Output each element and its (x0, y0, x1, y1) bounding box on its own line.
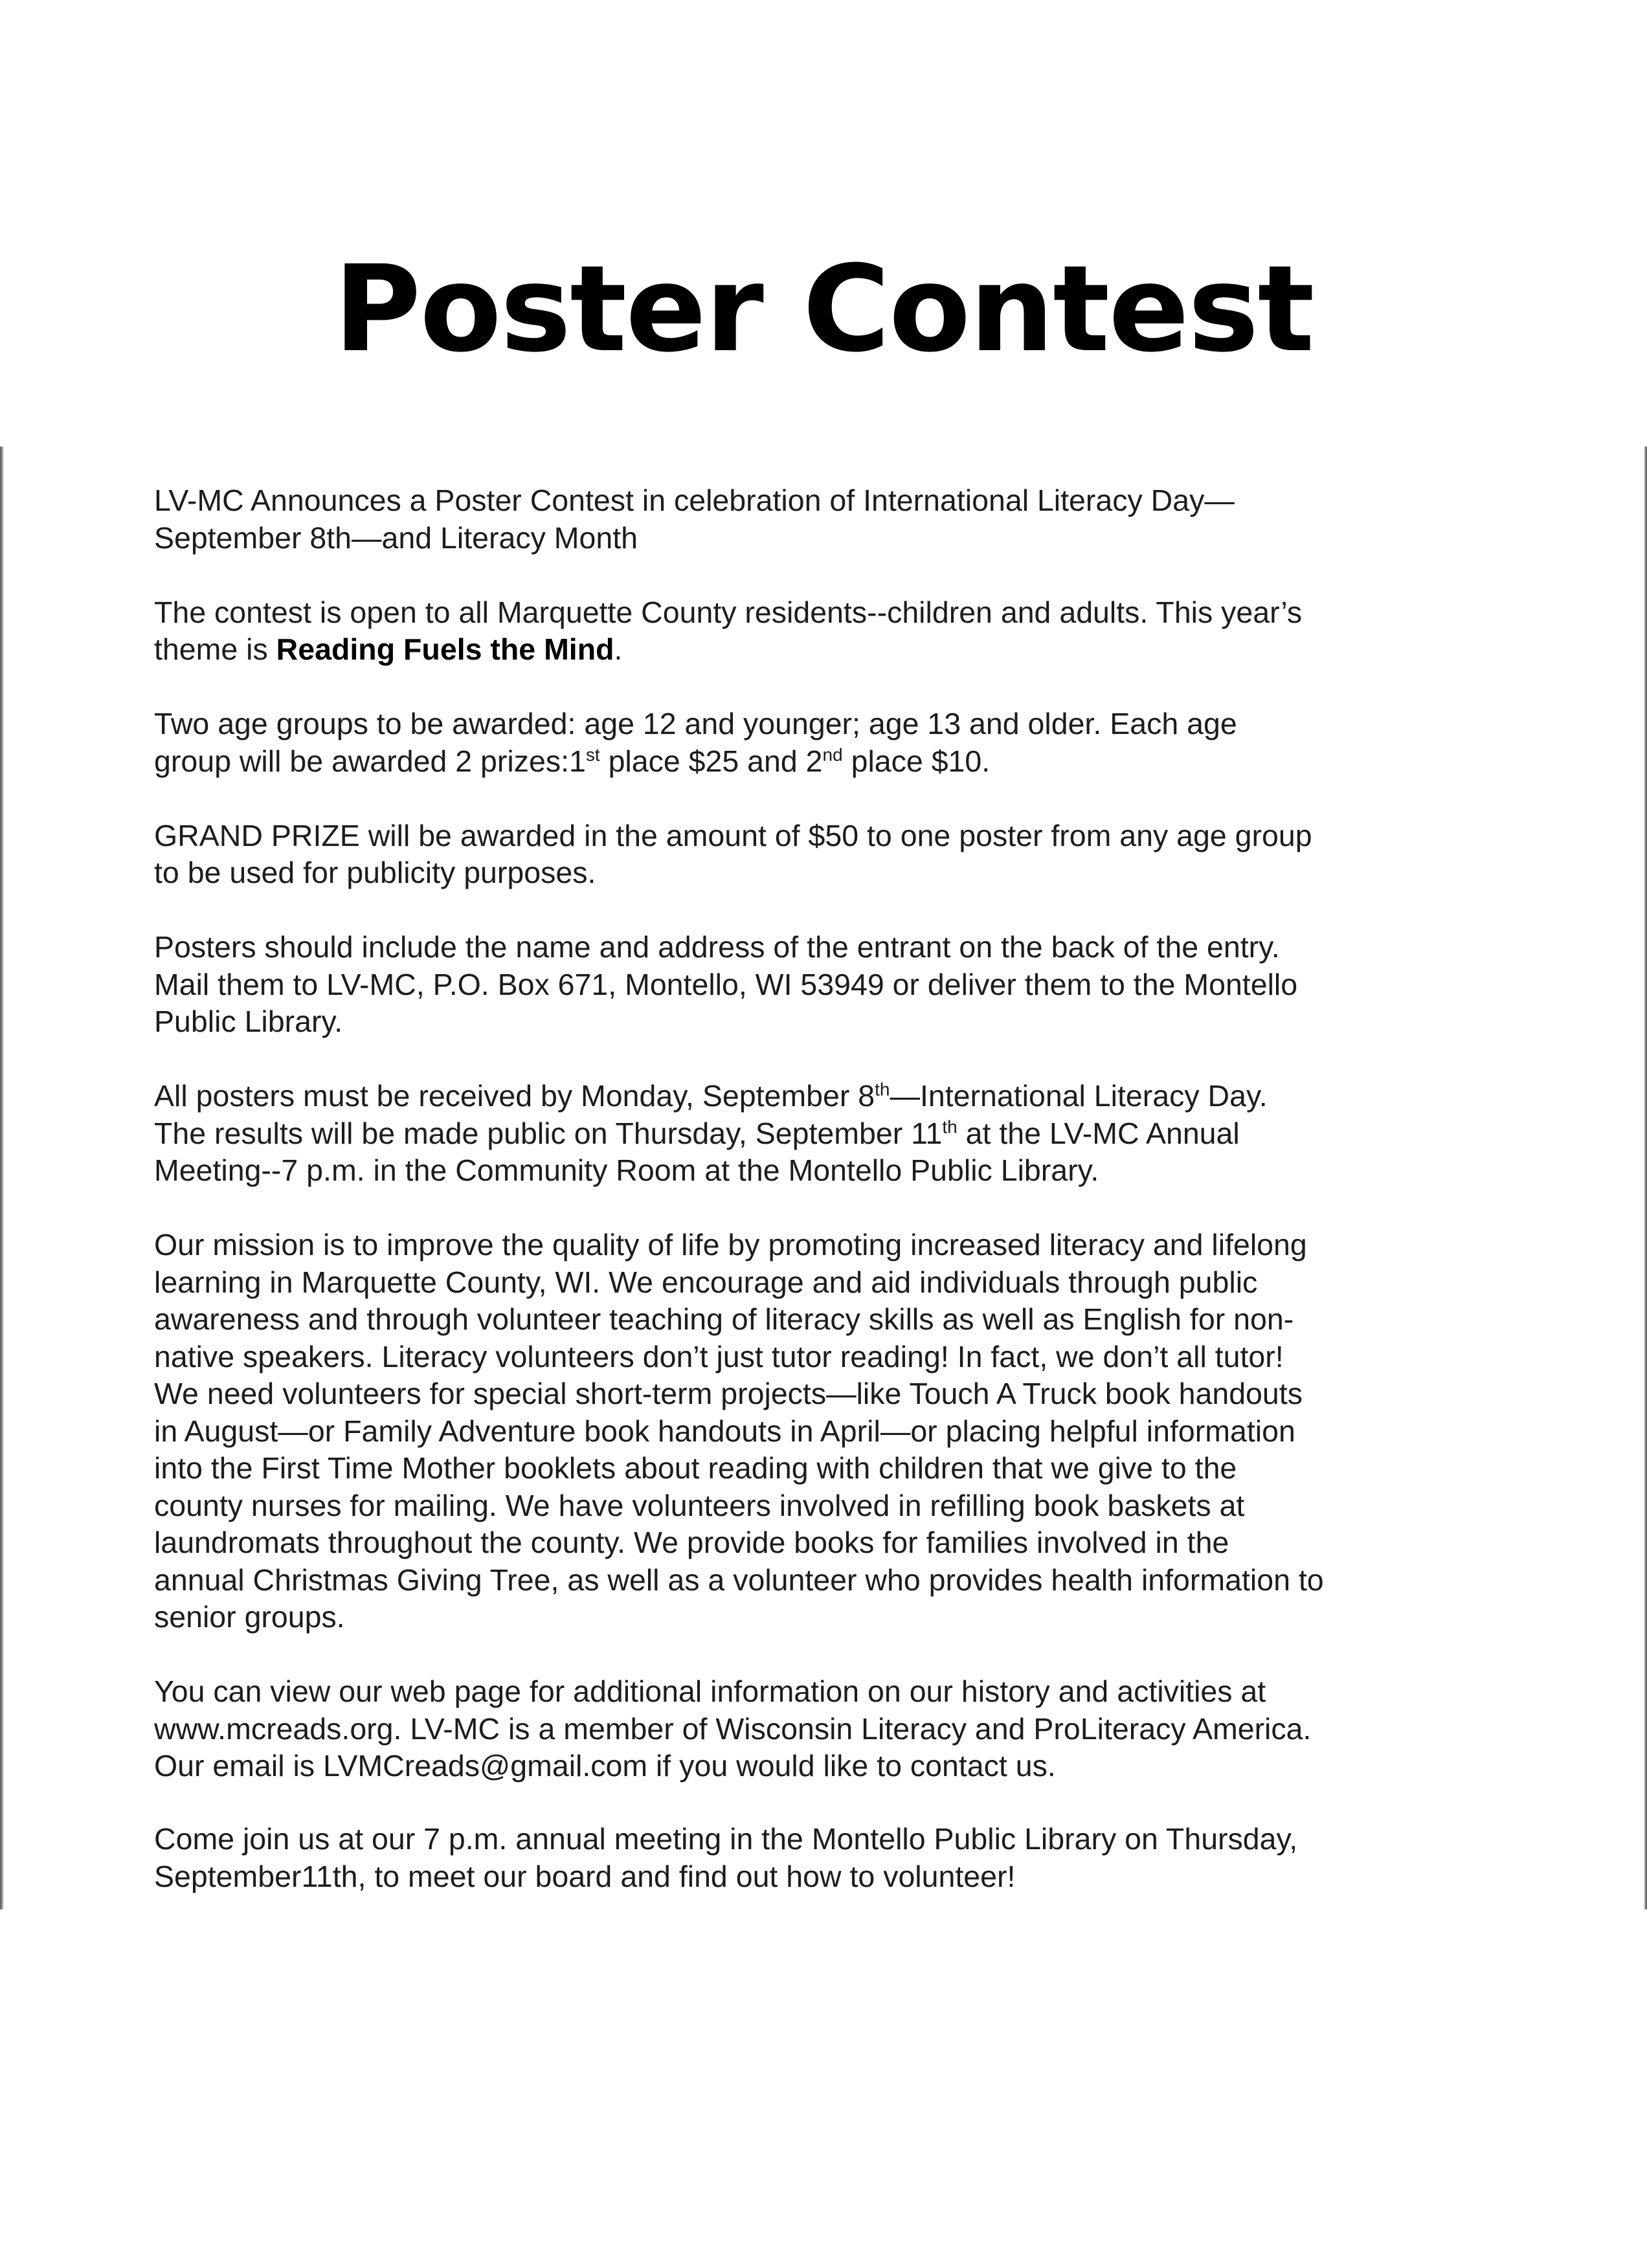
text-segment: All posters must be received by Monday, September 8 (154, 1079, 875, 1113)
text-segment: The results will be made public on Thursday, September 11 (154, 1116, 943, 1150)
closing-paragraph (154, 1821, 1488, 1895)
text-line (154, 743, 1488, 781)
grand-prize-paragraph (154, 817, 1488, 892)
text-line: LV-MC Announces a Poster Contest in celebration of International Literacy Day— (154, 484, 1235, 517)
text-line: www.mcreads.org. LV-MC is a member of Wisconsin Literacy and ProLiteracy America. (154, 1711, 1312, 1746)
deadline-paragraph (154, 1078, 1488, 1190)
text-line: senior groups. (154, 1600, 345, 1634)
text-line: laundromats throughout the county. We provide books for families involved in the (154, 1526, 1229, 1559)
text-line: in August—or Family Adventure book handouts in April—or placing helpful information (154, 1414, 1295, 1448)
text-line: county nurses for mailing. We have volunteers involved in refilling book baskets at (154, 1488, 1245, 1522)
text-segment: group will be awarded 2 prizes:1 (154, 744, 586, 778)
text-line: Mail them to LV-MC, P.O. Box 671, Montello, WI 53949 or deliver them to the Montello (154, 967, 1298, 1001)
text-line: Public Library. (154, 1005, 343, 1038)
text-line: Come join us at our 7 p.m. annual meeting in the Montello Public Library on Thursday, (154, 1822, 1298, 1856)
text-line: You can view our web page for additional information on our history and activities at (154, 1674, 1266, 1708)
mission-paragraph (154, 1227, 1488, 1636)
scan-edge-left (0, 447, 4, 1909)
theme-paragraph (154, 594, 1488, 669)
text-line: GRAND PRIZE will be awarded in the amount of $50 to one poster from any age group (154, 818, 1312, 852)
website-paragraph (154, 1673, 1488, 1785)
text-line: learning in Marquette County, WI. We encourage and aid individuals through public (154, 1265, 1258, 1299)
text-line: Meeting--7 p.m. in the Community Room at the Montello Public Library. (154, 1153, 1099, 1187)
text-line: Two age groups to be awarded: age 12 and younger; age 13 and older. Each age (154, 707, 1237, 740)
announcement-paragraph (154, 482, 1488, 557)
theme-name: Reading Fuels the Mind (276, 632, 614, 666)
text-line: The contest is open to all Marquette County residents--children and adults. This year’s (154, 595, 1303, 629)
text-line: into the First Time Mother booklets about reading with children that we give to the (154, 1451, 1237, 1485)
text-line: Our mission is to improve the quality of life by promoting increased literacy and lifelong (154, 1228, 1307, 1262)
submission-paragraph (154, 929, 1488, 1041)
text-line: Posters should include the name and address of the entrant on the back of the entry. (154, 930, 1280, 964)
text-line: We need volunteers for special short-term projects—like Touch A Truck book handouts (154, 1377, 1303, 1410)
text-line: Our email is LVMCreads@gmail.com if you would like to contact us. (154, 1749, 1056, 1783)
age-groups-paragraph (154, 706, 1488, 780)
text-line: awareness and through volunteer teaching of literacy skills as well as English for non- (154, 1302, 1294, 1336)
text-segment: at the LV-MC Annual (957, 1116, 1240, 1150)
ordinal-suffix: st (585, 744, 600, 764)
text-line: September11th, to meet our board and find out how to volunteer! (154, 1859, 1016, 1893)
text-line: September 8th—and Literacy Month (154, 520, 638, 555)
text-segment: . (614, 632, 623, 666)
scan-edge-right (1644, 447, 1647, 1909)
text-line: native speakers. Literacy volunteers don’t just tutor reading! In fact, we don’t all tutor! (154, 1339, 1284, 1373)
text-line (154, 631, 1488, 669)
text-line (154, 1078, 1488, 1115)
page-title: Poster Contest (333, 240, 1314, 379)
text-segment: theme is (154, 632, 276, 666)
text-segment: —International Literacy Day. (890, 1079, 1268, 1113)
text-line: annual Christmas Giving Tree, as well as a volunteer who provides health information to (154, 1562, 1324, 1597)
ordinal-suffix: th (875, 1079, 890, 1100)
document-body (154, 482, 1488, 1933)
ordinal-suffix: nd (822, 744, 843, 764)
text-segment: place $25 and 2 (599, 744, 823, 778)
ordinal-suffix: th (942, 1117, 958, 1137)
text-line: to be used for publicity purposes. (154, 856, 596, 889)
text-line (154, 1115, 1488, 1153)
text-segment: place $10. (842, 744, 991, 778)
